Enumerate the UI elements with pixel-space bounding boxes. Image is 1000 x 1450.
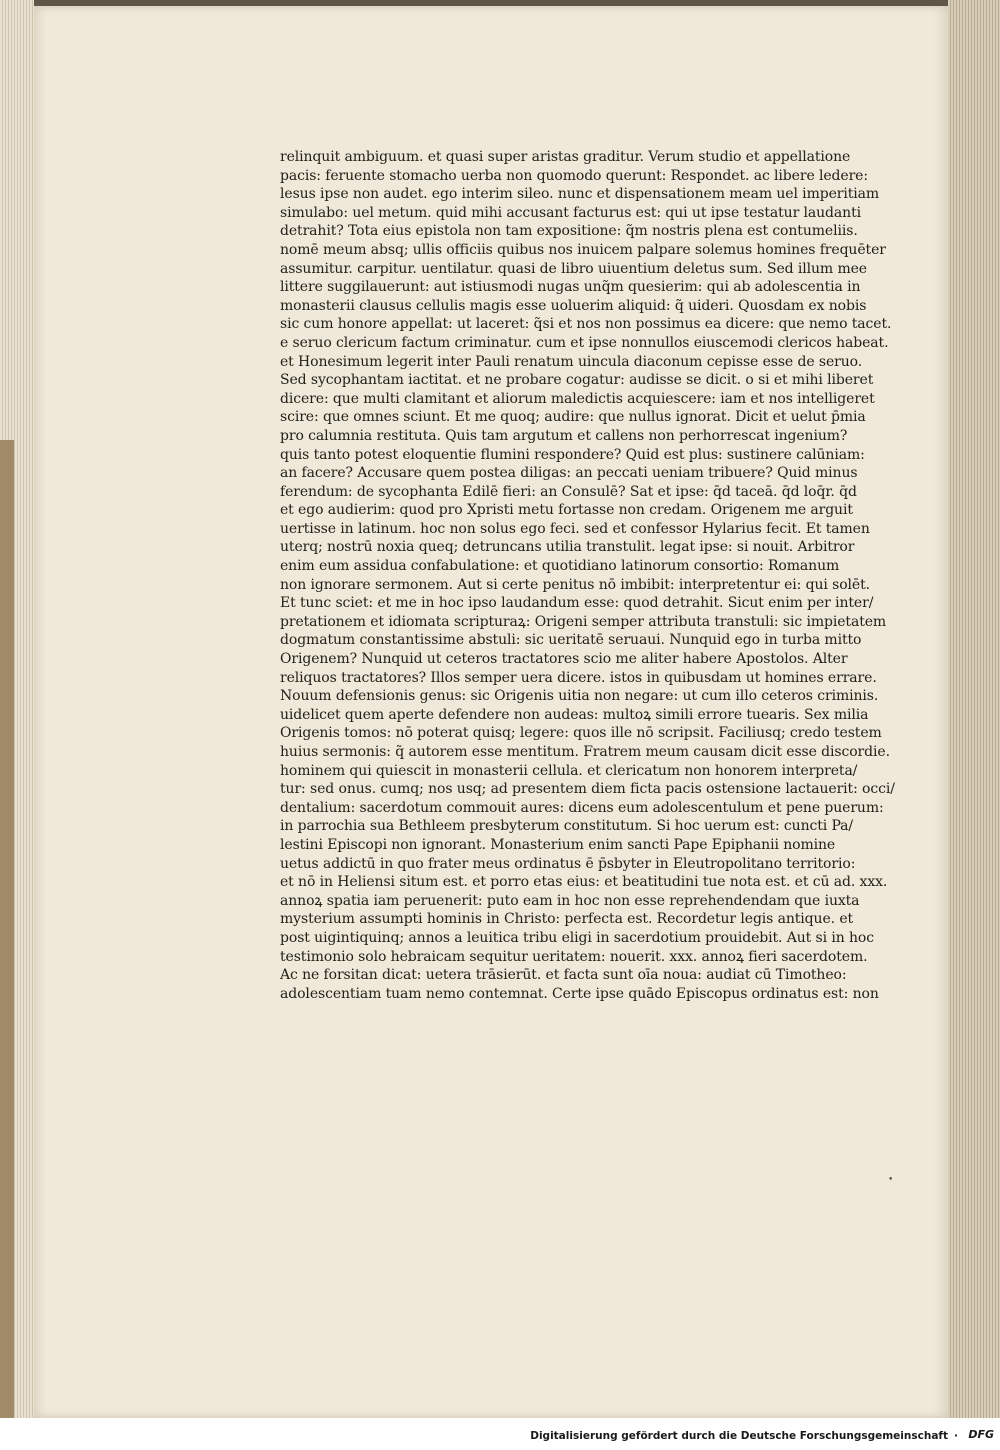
text-line: annoꝝ spatia iam peruenerit: puto eam in hoc non esse reprehendendam que iuxta	[280, 892, 860, 909]
text-line: lesus ipse non audet. ego interim sileo. nunc et dispensationem meam uel imperitiam	[280, 186, 880, 203]
text-line: e seruo clericum factum criminatur. cum et ipse nonnullos eiuscemodi clericos habeat.	[280, 334, 889, 351]
text-line: relinquit ambiguum. et quasi super aristas graditur. Verum studio et appellatione	[280, 149, 851, 165]
text-line: Et tunc sciet: et me in hoc ipso laudandum esse: quod detrahit. Sicut enim per inter/	[280, 595, 874, 612]
text-line: dicere: que multi clamitant et aliorum maledictis acquiescere: iam et nos intelligeret	[280, 390, 875, 407]
footer-bar	[0, 1418, 1000, 1450]
text-line: Sed sycophantam iactitat. et ne probare cogatur: audisse se dicit. o si et mihi liberet	[280, 372, 874, 389]
right-page-edges	[948, 0, 1000, 1418]
text-line: detrahit? Tota eius epistola non tam expositione: q̃m nostris plena est contumeliis.	[280, 223, 858, 240]
text-line: Origenem? Nunquid ut ceteros tractatores scio me aliter habere Apostolos. Alter	[280, 651, 848, 668]
text-line: et Honesimum legerit inter Pauli renatum uincula diaconum cepisse esse de seruo.	[280, 353, 863, 370]
bookmark-ribbon	[0, 440, 14, 1418]
text-line: testimonio solo hebraicam sequitur ueritatem: nouerit. xxx. annoꝝ fieri sacerdotem.	[280, 948, 868, 965]
text-line: an facere? Accusare quem postea diligas: an peccati ueniam tribuere? Quid minus	[280, 465, 858, 482]
text-line: tur: sed onus. cumq; nos usq; ad presentem diem ficta pacis ostensione lactauerit: occi/	[280, 781, 895, 798]
text-line: dogmatum constantissime abstuli: sic ueritatē seruaui. Nunquid ego in turba mitto	[280, 632, 862, 649]
text-line: enim eum assidua confabulatione: et quotidiano latinorum consortio: Romanum	[280, 558, 840, 575]
text-line: hominem qui quiescit in monasterii cellula. et clericatum non honorem interpreta/	[280, 762, 858, 779]
text-line: mysterium assumpti hominis in Christo: perfecta est. Recordetur legis antique. et	[280, 911, 854, 928]
text-line: adolescentiam tuam nemo contemnat. Certe ipse quādo Episcopus ordinatus est: non	[280, 985, 879, 1002]
text-line: in parrochia sua Bethleem presbyterum constitutum. Si hoc uerum est: cuncti Pa/	[280, 818, 854, 835]
text-line: sic cum honore appellat: ut laceret: q̃si et nos non possimus ea dicere: que nemo tacet.	[280, 316, 892, 333]
text-line: uetus addictū in quo frater meus ordinatus ē p̄sbyter in Eleutropolitano territorio:	[280, 855, 856, 872]
text-line: simulabo: uel metum. quid mihi accusant facturus est: qui ut ipse testatur laudanti	[280, 204, 861, 221]
text-line: monasterii clausus cellulis magis esse uoluerim aliquid: q̃ uideri. Quosdam ex nobis	[280, 297, 867, 314]
text-block	[280, 148, 920, 1003]
text-line: huius sermonis: q̃ autorem esse mentitum. Fratrem meum causam dicit esse discordie.	[280, 744, 890, 760]
text-line: Nouum defensionis genus: sic Origenis uitia non negare: ut cum illo ceteros criminis.	[280, 688, 879, 705]
text-line: quis tanto potest eloquentie flumini respondere? Quid est plus: sustinere calūniam:	[280, 446, 865, 463]
text-line: littere suggilauerunt: aut istiusmodi nugas unq̃m quesierim: qui ab adolescentia in	[280, 279, 861, 296]
text-line: scire: que omnes sciunt. Et me quoq; audire: que nullus ignorat. Dicit et uelut p̄mia	[280, 409, 866, 426]
text-line: pacis: feruente stomacho uerba non quomodo querunt: Respondet. ac libere ledere:	[280, 167, 868, 184]
text-line: pretationem et idiomata scripturaꝝ: Origeni semper attributa transtuli: sic impietatem	[280, 613, 887, 630]
text-line: ferendum: de sycophanta Edilē fieri: an Consulē? Sat et ipse: q̄d taceā. q̄d loq̄r. q̄d	[280, 483, 857, 500]
footer-funding-text: Digitalisierung gefördert durch die Deutsche Forschungsgemeinschaft	[530, 1430, 948, 1442]
page-speck-mark: •	[888, 1175, 894, 1185]
text-line: Origenis tomos: nō poterat quisq; legere: quos ille nō scripsit. Faciliusq; credo testem	[280, 725, 882, 742]
text-line: non ignorare sermonem. Aut si certe penitus nō imbibit: interpretentur ei: qui solēt.	[280, 576, 870, 593]
text-line: uertisse in latinum. hoc non solus ego feci. sed et confessor Hylarius fecit. Et tamen	[280, 520, 870, 537]
text-line: reliquos tractatores? Illos semper uera dicere. istos in quibusdam ut homines errare.	[280, 669, 877, 686]
text-line: Ac ne forsitan dicat: uetera trāsierūt. et facta sunt oīa noua: audiat cū Timotheo:	[280, 967, 847, 984]
text-line: uterq; nostrū noxia queq; detruncans utilia transtulit. legat ipse: si nouit. Arbitror	[280, 539, 855, 556]
text-line: dentalium: sacerdotum commouit aures: dicens eum adolescentulum et pene puerum:	[280, 799, 884, 816]
text-line: post uigintiquinq; annos a leuitica tribu eligi in sacerdotium prouidebit. Aut si in hoc	[280, 929, 874, 946]
footer-separator-dot-icon: ·	[954, 1430, 958, 1442]
text-line: pro calumnia restituta. Quis tam argutum et callens non perhorrescat ingenium?	[280, 427, 848, 444]
text-line: lestini Episcopi non ignorant. Monasterium enim sancti Pape Epiphanii nomine	[280, 836, 836, 853]
text-line: assumitur. carpitur. uentilatur. quasi de libro uiuentium deletus sum. Sed illum mee	[280, 260, 867, 277]
text-line: et ego audierim: quod pro Xpristi metu fortasse non credam. Origenem me arguit	[280, 502, 853, 519]
text-line: et nō in Heliensi situm est. et porro etas eius: et beatitudini tue nota est. et cū ad. xxx.	[280, 874, 888, 891]
text-line: uidelicet quem aperte defendere non audeas: multoꝝ simili errore tuearis. Sex milia	[280, 706, 869, 723]
text-line: nomē meum absq; ullis officiis quibus nos inuicem palpare solemus homines frequēter	[280, 241, 886, 258]
dfg-logo: DFG	[968, 1428, 994, 1441]
